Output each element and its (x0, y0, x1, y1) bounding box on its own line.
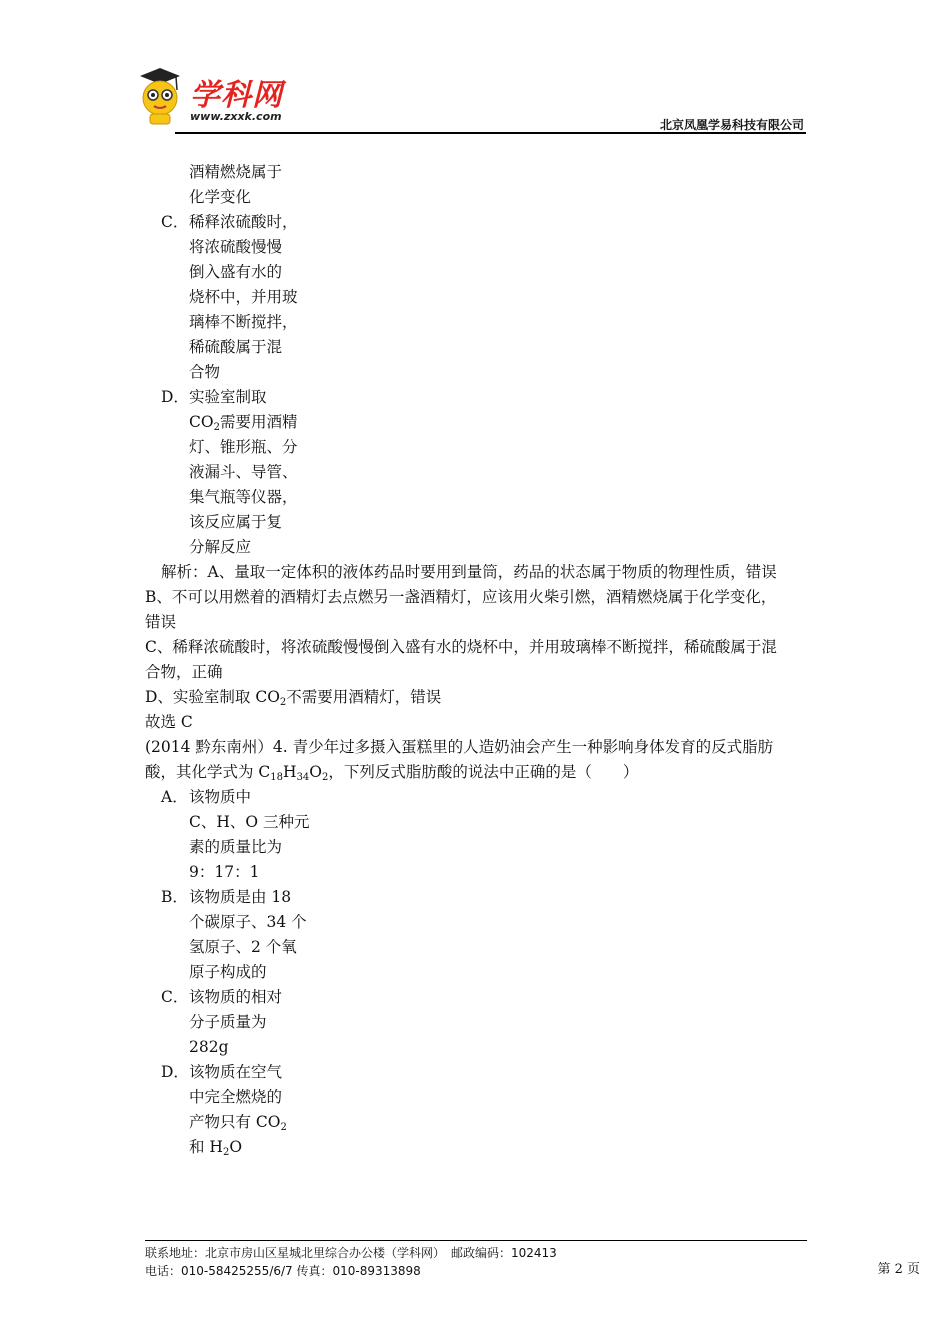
text-line (189, 410, 810, 435)
text-line: C、H、O 三种元 (189, 813, 310, 831)
text-line: 实验室制取 (189, 388, 267, 406)
formula-text: CO (189, 413, 214, 431)
company-name: 北京凤凰学易科技有限公司 (659, 118, 804, 132)
q4-option-d (145, 1060, 810, 1160)
mascot-logo-icon (136, 66, 182, 128)
text-line: 原子构成的 (189, 963, 267, 981)
text-line: 酒精燃烧属于 (189, 163, 283, 181)
text-line: 该物质在空气 (189, 1063, 283, 1081)
text-line: 稀释浓硫酸时， (189, 213, 298, 231)
document-body (145, 160, 810, 1160)
footer-divider (145, 1240, 807, 1241)
text-fragment: O (229, 1138, 243, 1156)
subscript: 2 (280, 1122, 287, 1133)
option-label: A． (161, 788, 188, 806)
analysis-line: B、不可以用燃着的酒精灯去点燃另一盏酒精灯，应该用火柴引燃，酒精燃烧属于化学变化， (145, 588, 777, 606)
text-line: 个碳原子、34 个 (189, 913, 307, 931)
option-label: C． (161, 213, 189, 231)
text-line: 该反应属于复 (189, 513, 283, 531)
q3-option-d (145, 385, 810, 560)
logo-url: www.zxxk.com (190, 110, 282, 123)
text-fragment: D、实验室制取 CO (145, 688, 280, 706)
text-line: 氢原子、2 个氧 (189, 938, 297, 956)
option-label: C． (161, 988, 189, 1006)
text-fragment: 和 H (189, 1138, 223, 1156)
text-line (189, 1110, 810, 1135)
text-line: 该物质是由 18 (189, 888, 292, 906)
text-line: 该物质中 (189, 788, 252, 806)
q3-option-c (145, 210, 810, 385)
analysis-line: 合物，正确 (145, 663, 223, 681)
text-fragment: H (283, 763, 297, 781)
text-line (189, 1135, 810, 1160)
analysis-line: 解析：A、量取一定体积的液体药品时要用到量筒，药品的状态属于物质的物理性质，错误 (161, 563, 777, 581)
option-label: D． (161, 1063, 189, 1081)
subscript: 2 (213, 422, 220, 433)
subscript: 34 (296, 772, 310, 783)
q4-option-c (145, 985, 810, 1060)
subscript: 2 (222, 1147, 230, 1158)
footer-address: 联系地址：北京市房山区星城北里综合办公楼（学科网） 邮政编码：102413 (145, 1246, 557, 1260)
subscript: 2 (279, 697, 287, 708)
text-line: 倒入盛有水的 (189, 263, 283, 281)
subscript: 2 (322, 772, 329, 783)
q3-option-b-tail (145, 160, 810, 210)
text-line: 液漏斗、导管、 (189, 463, 298, 481)
option-label: B． (161, 888, 188, 906)
text-line: 9：17：1 (189, 863, 260, 881)
text-fragment: ，下列反式脂肪酸的说法中正确的是（ ） (328, 763, 639, 781)
text-fragment: 不需要用酒精灯，错误 (286, 688, 442, 706)
q4-option-a (145, 785, 810, 885)
text-line: 烧杯中，并用玻 (189, 288, 298, 306)
text-line: 稀硫酸属于混 (189, 338, 283, 356)
text-line: 集气瓶等仪器， (189, 488, 298, 506)
text-line: 化学变化 (189, 188, 252, 206)
analysis-line (145, 685, 810, 710)
q4-option-b (145, 885, 810, 985)
answer-line: 故选 C (145, 713, 193, 731)
text-line: 分解反应 (189, 538, 252, 556)
footer-phone: 电话：010-58425255/6/7 传真：010-89313898 (145, 1264, 421, 1278)
option-label: D． (161, 388, 189, 406)
text-line: 分子质量为 (189, 1013, 267, 1031)
question-line (145, 760, 810, 785)
text-line: 将浓硫酸慢慢 (189, 238, 283, 256)
text-fragment: 产物只有 CO (189, 1113, 281, 1131)
text-line: 璃棒不断搅拌， (189, 313, 298, 331)
text-fragment: 酸，其化学式为 C (145, 763, 271, 781)
page-footer (145, 1244, 807, 1280)
text-line: 中完全燃烧的 (189, 1088, 283, 1106)
analysis-block (145, 560, 810, 735)
page-header (136, 62, 808, 134)
text-line: 该物质的相对 (189, 988, 283, 1006)
text-line: 素的质量比为 (189, 838, 283, 856)
subscript: 18 (270, 772, 284, 783)
text-line: 282g (189, 1038, 229, 1056)
logo-wordmark: 学科网 (190, 78, 283, 113)
page-number: 第 2 页 (877, 1262, 920, 1277)
text-fragment: 需要用酒精 (219, 413, 298, 431)
header-divider (175, 132, 806, 134)
analysis-line: C、稀释浓硫酸时，将浓硫酸慢慢倒入盛有水的烧杯中，并用玻璃棒不断搅拌，稀硫酸属于混 (145, 638, 777, 656)
question-line: (2014 黔东南州）4. 青少年过多摄入蛋糕里的人造奶油会产生一种影响身体发育的反式脂肪 (145, 738, 774, 756)
q4-stem (145, 735, 810, 785)
text-fragment: O (309, 763, 323, 781)
analysis-line: 错误 (145, 613, 177, 631)
text-line: 合物 (189, 363, 221, 381)
text-line: 灯、锥形瓶、分 (189, 438, 298, 456)
